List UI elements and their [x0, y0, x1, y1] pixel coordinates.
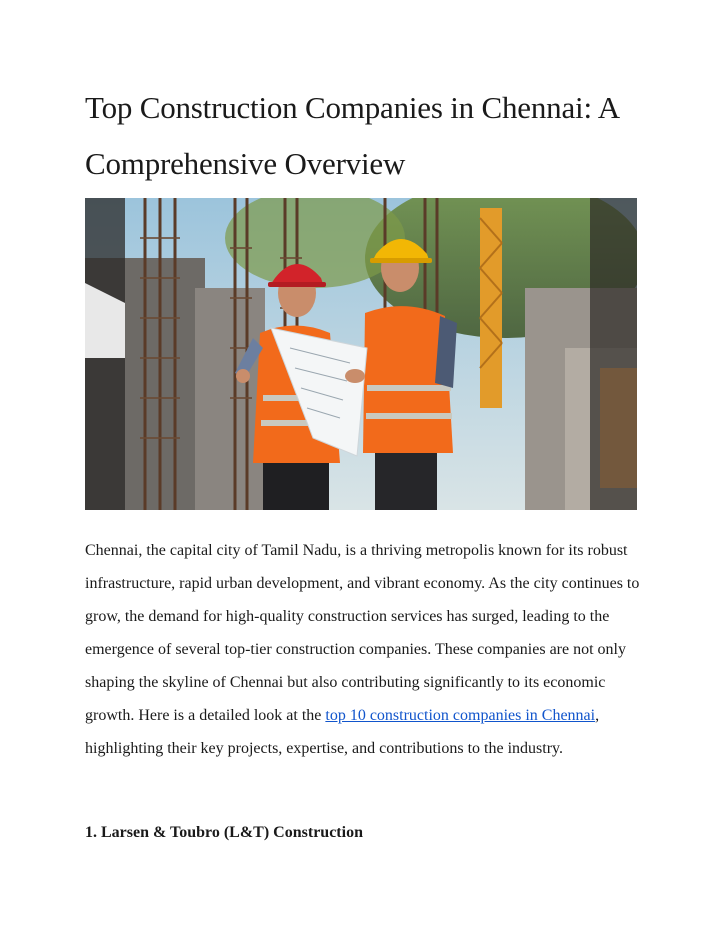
intro-text-part1: Chennai, the capital city of Tamil Nadu, is a thriving metropolis known for its robust infrastructure, rapid urban development, and vibrant economy. As the city continues to grow, the demand for high-quality construction services has surged, leading to the emergence of several top-tier construction companies. These companies are not only shaping the skyline of Chennai but also contributing significantly to its economic growth. Here is a detailed look at the: [85, 542, 640, 724]
article-header: [85, 80, 637, 192]
intro-text-part2: , highlighting their key projects, expertise, and contributions to the industry.: [85, 707, 600, 757]
section-heading-lt-construction: 1. Larsen & Toubro (L&T) Construction: [85, 824, 363, 841]
intro-paragraph: [85, 534, 645, 765]
top-10-companies-link[interactable]: top 10 construction companies in Chennai: [325, 707, 596, 724]
article-title: Top Construction Companies in Chennai: A Comprehensive Overview: [85, 90, 619, 181]
hero-image: [85, 198, 637, 510]
